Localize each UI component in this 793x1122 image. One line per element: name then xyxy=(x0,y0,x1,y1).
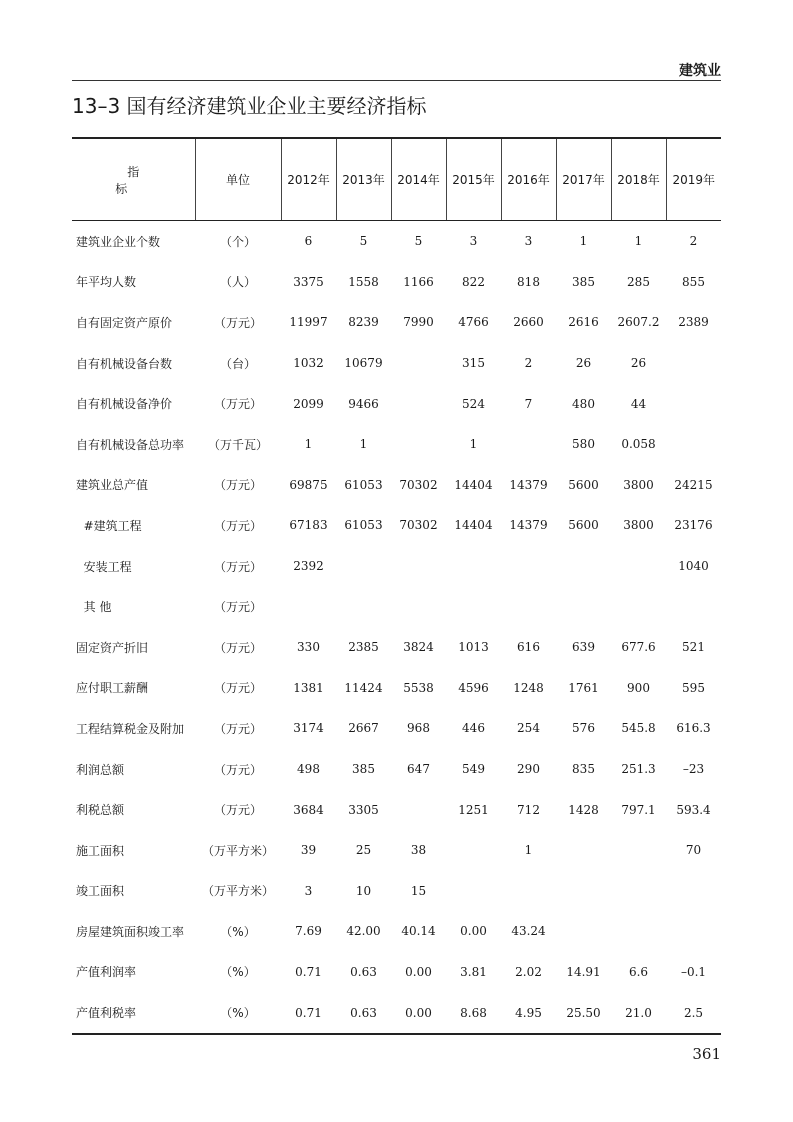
table-row xyxy=(72,586,721,627)
value-cell xyxy=(501,546,556,587)
value-cell: 580 xyxy=(572,437,595,452)
value-cell: 1 xyxy=(579,234,588,249)
value-cell: 2667 xyxy=(348,721,379,736)
value-cell: 0.71 xyxy=(295,964,322,979)
value-cell: 14379 xyxy=(509,518,548,533)
value-cell: 61053 xyxy=(344,477,383,492)
value-cell: 23176 xyxy=(674,518,713,533)
value-cell: 2.5 xyxy=(666,992,721,1034)
unit-cell: （万元） xyxy=(213,681,262,696)
value-cell: 24215 xyxy=(674,477,713,492)
column-header: 2016年 xyxy=(501,138,556,221)
value-cell: 616 xyxy=(517,640,540,655)
value-cell: 900 xyxy=(627,680,650,695)
indicator-cell: 自有固定资产原价 xyxy=(76,315,173,330)
unit-cell: （万元） xyxy=(213,721,262,736)
indicator-cell: 其 他 xyxy=(76,600,112,615)
value-cell: 3.81 xyxy=(460,964,487,979)
table-row xyxy=(72,830,721,871)
value-cell xyxy=(611,546,666,587)
unit-cell: （万元） xyxy=(213,315,262,330)
value-cell xyxy=(611,871,666,912)
indicator-cell: 应付职工薪酬 xyxy=(76,681,149,696)
value-cell: 290 xyxy=(517,762,540,777)
value-cell: 3800 xyxy=(623,477,654,492)
value-cell: 5 xyxy=(414,234,423,249)
value-cell: 3 xyxy=(304,883,313,898)
value-cell: 835 xyxy=(572,762,595,777)
value-cell: 7 xyxy=(524,396,533,411)
unit-cell: （人） xyxy=(219,275,256,290)
value-cell: 14404 xyxy=(454,518,493,533)
value-cell xyxy=(391,383,446,424)
value-cell: 385 xyxy=(352,762,375,777)
column-header: 单位 xyxy=(195,138,281,221)
value-cell: 26 xyxy=(575,356,592,371)
value-cell xyxy=(666,871,721,912)
value-cell: 1 xyxy=(469,437,478,452)
value-cell: 7.69 xyxy=(295,924,322,939)
value-cell: 2607.2 xyxy=(617,315,660,330)
table-row xyxy=(72,221,721,262)
value-cell: 616.3 xyxy=(676,721,711,736)
value-cell: 70302 xyxy=(399,477,438,492)
value-cell: 0.058 xyxy=(621,437,656,452)
value-cell: 1040 xyxy=(678,559,709,574)
value-cell: 647 xyxy=(407,762,430,777)
value-cell: 15 xyxy=(410,883,427,898)
unit-cell: （万元） xyxy=(213,478,262,493)
value-cell: 9466 xyxy=(348,396,379,411)
unit-cell: （万元） xyxy=(213,762,262,777)
table-header-row xyxy=(72,138,721,221)
value-cell xyxy=(666,424,721,465)
value-cell: 3 xyxy=(469,234,478,249)
value-cell: 4.95 xyxy=(501,992,556,1034)
value-cell xyxy=(556,546,611,587)
value-cell xyxy=(611,911,666,952)
value-cell: 40.14 xyxy=(401,924,436,939)
value-cell: 2099 xyxy=(293,396,324,411)
value-cell xyxy=(556,586,611,627)
indicator-cell: 自有机械设备台数 xyxy=(76,356,173,371)
table-row xyxy=(72,952,721,993)
indicator-cell: 产值利税率 xyxy=(72,992,195,1034)
value-cell: 25.50 xyxy=(556,992,611,1034)
value-cell: 480 xyxy=(572,396,595,411)
unit-cell: （万元） xyxy=(213,518,262,533)
table-row xyxy=(72,546,721,587)
value-cell xyxy=(611,586,666,627)
value-cell xyxy=(446,871,501,912)
value-cell: 14379 xyxy=(509,477,548,492)
table-row xyxy=(72,424,721,465)
value-cell xyxy=(501,424,556,465)
table-row xyxy=(72,505,721,546)
value-cell xyxy=(666,586,721,627)
table-row xyxy=(72,343,721,384)
value-cell: 1 xyxy=(524,843,533,858)
value-cell: 1166 xyxy=(403,274,434,289)
value-cell: 14404 xyxy=(454,477,493,492)
unit-cell: （万千瓦） xyxy=(207,437,268,452)
indicator-cell: 利润总额 xyxy=(76,762,125,777)
value-cell xyxy=(501,586,556,627)
value-cell: 855 xyxy=(682,274,705,289)
value-cell: 1428 xyxy=(568,802,599,817)
value-cell: 1 xyxy=(634,234,643,249)
value-cell: 67183 xyxy=(289,518,328,533)
value-cell: 285 xyxy=(627,274,650,289)
column-header: 2018年 xyxy=(611,138,666,221)
value-cell xyxy=(446,830,501,871)
value-cell: 521 xyxy=(682,640,705,655)
value-cell xyxy=(391,586,446,627)
value-cell: 11424 xyxy=(344,680,383,695)
column-header: 2013年 xyxy=(336,138,391,221)
value-cell xyxy=(501,871,556,912)
section-label: 建筑业 xyxy=(679,63,721,79)
value-cell: 2 xyxy=(689,234,698,249)
value-cell: 1251 xyxy=(458,802,489,817)
value-cell xyxy=(391,789,446,830)
value-cell: 549 xyxy=(462,762,485,777)
value-cell: 3174 xyxy=(293,721,324,736)
value-cell: 1013 xyxy=(458,640,489,655)
value-cell: 7990 xyxy=(403,315,434,330)
table-row xyxy=(72,992,721,1034)
value-cell: 593.4 xyxy=(676,802,711,817)
value-cell: 44 xyxy=(630,396,647,411)
table-row xyxy=(72,383,721,424)
value-cell: 3824 xyxy=(403,640,434,655)
value-cell: 0.00 xyxy=(405,964,432,979)
value-cell xyxy=(391,343,446,384)
value-cell: 4766 xyxy=(458,315,489,330)
page-number: 361 xyxy=(692,1045,721,1063)
indicator-cell: 建筑业总产值 xyxy=(76,478,149,493)
value-cell: 498 xyxy=(297,762,320,777)
value-cell xyxy=(391,546,446,587)
value-cell xyxy=(281,586,336,627)
value-cell: 1032 xyxy=(293,356,324,371)
value-cell: 8.68 xyxy=(446,992,501,1034)
value-cell: 524 xyxy=(462,396,485,411)
indicator-cell: 工程结算税金及附加 xyxy=(76,721,185,736)
value-cell: 0.00 xyxy=(460,924,487,939)
value-cell: 6 xyxy=(304,234,313,249)
value-cell: 446 xyxy=(462,721,485,736)
value-cell: 1 xyxy=(304,437,313,452)
unit-cell: （%） xyxy=(195,992,281,1034)
value-cell: 3305 xyxy=(348,802,379,817)
value-cell: 639 xyxy=(572,640,595,655)
value-cell: 2 xyxy=(524,356,533,371)
value-cell: –0.1 xyxy=(680,964,707,979)
value-cell: 2389 xyxy=(678,315,709,330)
unit-cell: （万元） xyxy=(213,397,262,412)
page-title: 13–3 国有经济建筑业企业主要经济指标 xyxy=(72,94,427,118)
column-header: 2015年 xyxy=(446,138,501,221)
value-cell: –23 xyxy=(682,762,705,777)
value-cell: 25 xyxy=(355,843,372,858)
value-cell: 315 xyxy=(462,356,485,371)
value-cell: 26 xyxy=(630,356,647,371)
value-cell: 10 xyxy=(355,883,372,898)
economic-indicators-table xyxy=(72,137,721,1035)
value-cell xyxy=(611,830,666,871)
value-cell: 712 xyxy=(517,802,540,817)
table-row xyxy=(72,668,721,709)
value-cell: 330 xyxy=(297,640,320,655)
value-cell xyxy=(666,383,721,424)
value-cell: 8239 xyxy=(348,315,379,330)
table-row xyxy=(72,262,721,303)
value-cell: 1558 xyxy=(348,274,379,289)
value-cell: 797.1 xyxy=(621,802,656,817)
indicator-cell: 利税总额 xyxy=(76,803,125,818)
indicator-cell: 产值利润率 xyxy=(76,965,137,980)
value-cell: 385 xyxy=(572,274,595,289)
value-cell: 3800 xyxy=(623,518,654,533)
value-cell: 3375 xyxy=(293,274,324,289)
value-cell: 0.63 xyxy=(350,964,377,979)
value-cell: 6.6 xyxy=(628,964,649,979)
value-cell: 595 xyxy=(682,680,705,695)
indicator-cell: 年平均人数 xyxy=(76,275,137,290)
value-cell: 254 xyxy=(517,721,540,736)
value-cell: 21.0 xyxy=(611,992,666,1034)
value-cell: 2616 xyxy=(568,315,599,330)
value-cell: 1761 xyxy=(568,680,599,695)
value-cell: 576 xyxy=(572,721,595,736)
value-cell: 61053 xyxy=(344,518,383,533)
value-cell: 5600 xyxy=(568,518,599,533)
column-header: 2012年 xyxy=(281,138,336,221)
indicator-cell: 安装工程 xyxy=(76,559,132,574)
value-cell: 11997 xyxy=(289,315,328,330)
value-cell xyxy=(556,871,611,912)
value-cell: 3 xyxy=(524,234,533,249)
value-cell xyxy=(556,830,611,871)
value-cell xyxy=(336,586,391,627)
indicator-cell: #建筑工程 xyxy=(76,518,142,533)
unit-cell: （个） xyxy=(219,234,256,249)
value-cell: 5600 xyxy=(568,477,599,492)
value-cell xyxy=(391,424,446,465)
unit-cell: （万平方米） xyxy=(201,843,274,858)
unit-cell: （%） xyxy=(220,924,256,939)
value-cell: 69875 xyxy=(289,477,328,492)
value-cell xyxy=(666,343,721,384)
column-header: 2014年 xyxy=(391,138,446,221)
value-cell: 70 xyxy=(685,843,702,858)
value-cell: 70302 xyxy=(399,518,438,533)
value-cell: 545.8 xyxy=(621,721,656,736)
indicator-cell: 竣工面积 xyxy=(76,884,125,899)
unit-cell: （万元） xyxy=(213,600,262,615)
value-cell: 677.6 xyxy=(621,640,656,655)
column-header: 2019年 xyxy=(666,138,721,221)
value-cell: 2385 xyxy=(348,640,379,655)
table-row xyxy=(72,708,721,749)
table-row xyxy=(72,789,721,830)
value-cell: 1248 xyxy=(513,680,544,695)
value-cell: 3684 xyxy=(293,802,324,817)
indicator-cell: 施工面积 xyxy=(76,843,125,858)
value-cell: 818 xyxy=(517,274,540,289)
unit-cell: （%） xyxy=(220,965,256,980)
indicator-cell: 房屋建筑面积竣工率 xyxy=(76,924,185,939)
top-rule xyxy=(72,80,721,81)
value-cell: 1 xyxy=(359,437,368,452)
value-cell: 14.91 xyxy=(566,964,601,979)
value-cell: 1381 xyxy=(293,680,324,695)
value-cell: 5538 xyxy=(403,680,434,695)
value-cell xyxy=(446,586,501,627)
unit-cell: （万元） xyxy=(213,640,262,655)
value-cell: 0.71 xyxy=(281,992,336,1034)
value-cell: 42.00 xyxy=(346,924,381,939)
column-header: 2017年 xyxy=(556,138,611,221)
unit-cell: （台） xyxy=(219,356,256,371)
value-cell: 5 xyxy=(359,234,368,249)
table-row xyxy=(72,911,721,952)
table-row xyxy=(72,465,721,506)
table-row xyxy=(72,749,721,790)
table-row xyxy=(72,302,721,343)
table-row xyxy=(72,871,721,912)
indicator-cell: 建筑业企业个数 xyxy=(76,234,161,249)
value-cell: 0.00 xyxy=(391,992,446,1034)
unit-cell: （万元） xyxy=(213,559,262,574)
value-cell: 10679 xyxy=(344,356,383,371)
indicator-cell: 固定资产折旧 xyxy=(76,640,149,655)
value-cell: 2392 xyxy=(293,559,324,574)
value-cell: 4596 xyxy=(458,680,489,695)
value-cell: 0.63 xyxy=(336,992,391,1034)
unit-cell: （万元） xyxy=(213,803,262,818)
value-cell xyxy=(446,546,501,587)
value-cell: 38 xyxy=(410,843,427,858)
value-cell: 822 xyxy=(462,274,485,289)
value-cell: 43.24 xyxy=(511,924,546,939)
value-cell xyxy=(666,911,721,952)
value-cell: 2660 xyxy=(513,315,544,330)
value-cell: 39 xyxy=(300,843,317,858)
column-header: 指 标 xyxy=(72,138,195,221)
value-cell: 968 xyxy=(407,721,430,736)
value-cell xyxy=(336,546,391,587)
value-cell: 2.02 xyxy=(515,964,542,979)
value-cell xyxy=(556,911,611,952)
table-row xyxy=(72,627,721,668)
unit-cell: （万平方米） xyxy=(201,884,274,899)
value-cell: 251.3 xyxy=(621,762,656,777)
indicator-cell: 自有机械设备净价 xyxy=(76,397,173,412)
indicator-cell: 自有机械设备总功率 xyxy=(76,437,185,452)
